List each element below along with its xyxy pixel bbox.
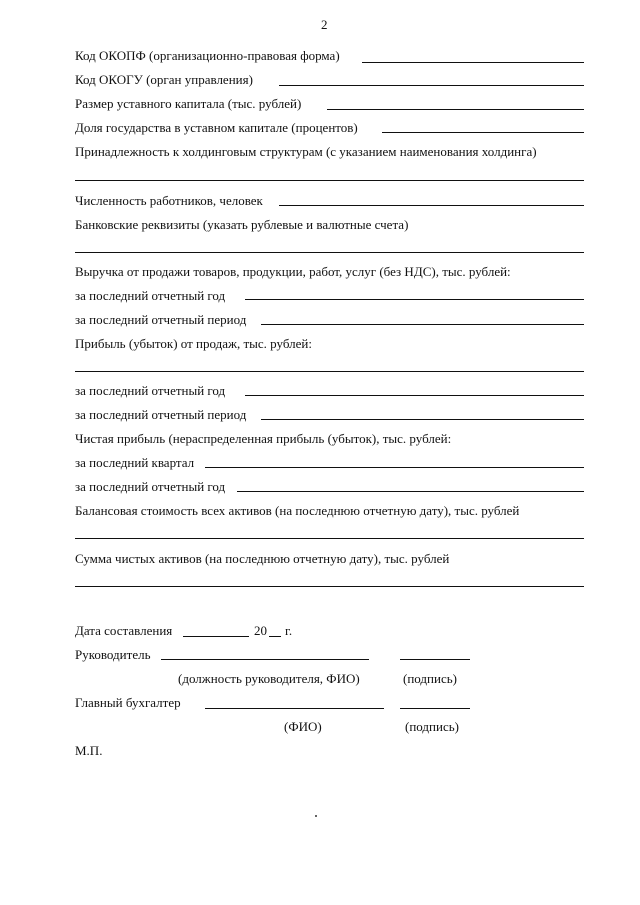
net-profit-last-quarter-label: за последний квартал (75, 455, 195, 470)
net-profit-heading: Чистая прибыль (нераспределенная прибыль (убыток), тыс. рублей: (75, 431, 452, 446)
accountant-name-field[interactable] (205, 708, 384, 709)
head-caption: (должность руководителя, ФИО) (178, 671, 360, 686)
charter-capital-field[interactable] (327, 109, 584, 110)
year-prefix: 20 (254, 623, 267, 638)
okogu-field[interactable] (279, 85, 584, 86)
date-label: Дата составления (75, 623, 173, 638)
net-assets-label: Сумма чистых активов (на последнюю отчетную дату), тыс. рублей (75, 551, 450, 566)
employees-label: Численность работников, человек (75, 193, 263, 208)
net-profit-last-quarter-field[interactable] (205, 467, 584, 468)
bank-details-field[interactable] (75, 252, 584, 253)
total-assets-field[interactable] (75, 538, 584, 539)
accountant-signature-caption: (подпись) (405, 719, 459, 734)
state-share-label: Доля государства в уставном капитале (процентов) (75, 120, 358, 135)
okogu-label: Код ОКОГУ (орган управления) (75, 72, 253, 87)
sales-profit-last-year-label: за последний отчетный год (75, 383, 226, 398)
charter-capital-label: Размер уставного капитала (тыс. рублей) (75, 96, 302, 111)
year-field[interactable] (269, 636, 281, 637)
sales-profit-last-year-field[interactable] (245, 395, 584, 396)
accountant-caption: (ФИО) (284, 719, 322, 734)
okopf-field[interactable] (362, 62, 584, 63)
sales-profit-extra-field[interactable] (75, 371, 584, 372)
revenue-last-period-field[interactable] (261, 324, 584, 325)
sales-profit-last-period-label: за последний отчетный период (75, 407, 247, 422)
net-assets-field[interactable] (75, 586, 584, 587)
sales-profit-heading: Прибыль (убыток) от продаж, тыс. рублей: (75, 336, 312, 351)
state-share-field[interactable] (382, 132, 584, 133)
revenue-heading: Выручка от продажи товаров, продукции, работ, услуг (без НДС), тыс. рублей: (75, 264, 511, 279)
sales-profit-last-period-field[interactable] (261, 419, 584, 420)
revenue-last-year-label: за последний отчетный год (75, 288, 226, 303)
accountant-label: Главный бухгалтер (75, 695, 181, 710)
scan-speck (315, 815, 317, 817)
net-profit-last-year-label: за последний отчетный год (75, 479, 226, 494)
total-assets-label: Балансовая стоимость всех активов (на последнюю отчетную дату), тыс. рублей (75, 503, 520, 518)
head-signature-caption: (подпись) (403, 671, 457, 686)
page-number: 2 (321, 17, 328, 32)
revenue-last-period-label: за последний отчетный период (75, 312, 247, 327)
accountant-signature-field[interactable] (400, 708, 470, 709)
head-signature-field[interactable] (400, 659, 470, 660)
holding-field[interactable] (75, 180, 584, 181)
seal-label: М.П. (75, 743, 103, 758)
date-field[interactable] (183, 636, 249, 637)
okopf-label: Код ОКОПФ (организационно-правовая форма) (75, 48, 340, 63)
head-name-field[interactable] (161, 659, 369, 660)
revenue-last-year-field[interactable] (245, 299, 584, 300)
net-profit-last-year-field[interactable] (237, 491, 584, 492)
head-label: Руководитель (75, 647, 151, 662)
bank-details-label: Банковские реквизиты (указать рублевые и валютные счета) (75, 217, 409, 232)
year-suffix: г. (285, 623, 293, 638)
holding-label: Принадлежность к холдинговым структурам (с указанием наименования холдинга) (75, 144, 537, 159)
employees-field[interactable] (279, 205, 584, 206)
